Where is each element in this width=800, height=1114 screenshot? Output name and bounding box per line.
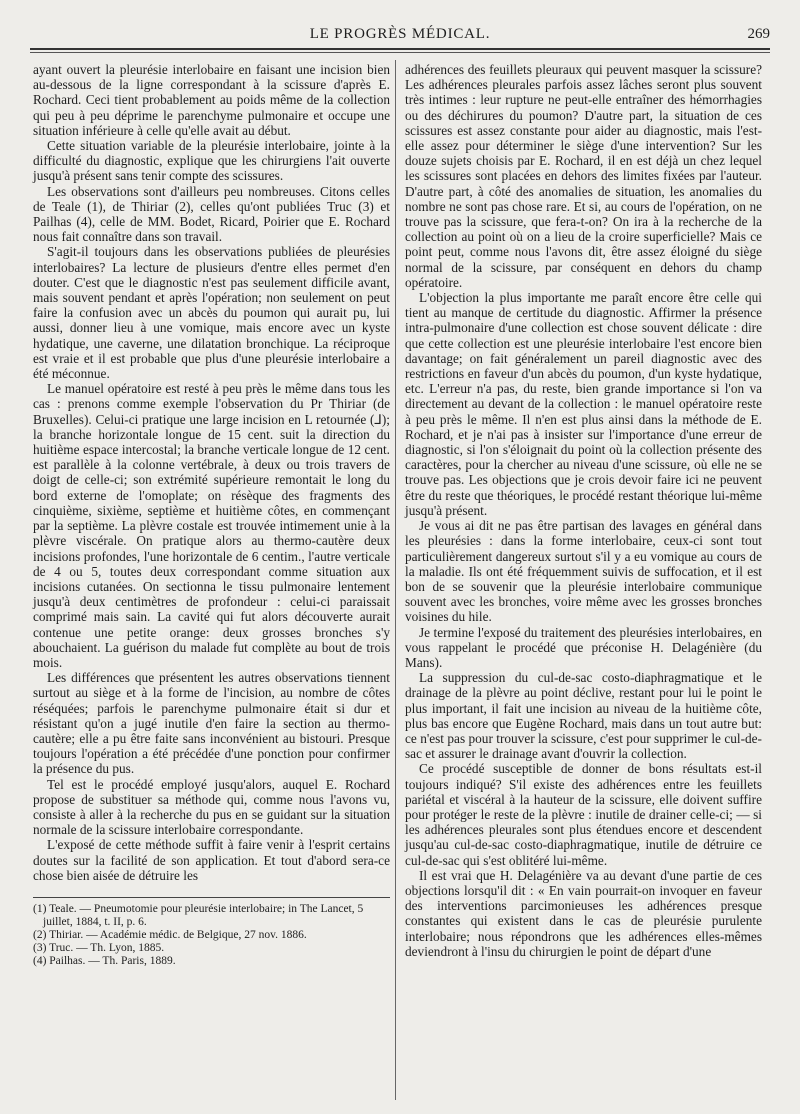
paragraph: La suppression du cul-de-sac costo-diaphragmatique et le drainage de la plèvre au point déclive, restant pour lui le point le plus important, il fait une incision au niveau de la huitième côte, plus bas encore que Eugène Rochard, mais dans un tout autre but: ce n'est pas pour trouver la scissure, c'est pour supprimer le cul-de-sac et assurer le drainage avant d'ouvrir la collection. <box>405 670 762 762</box>
footnote: (4) Pailhas. — Th. Paris, 1889. <box>33 954 176 967</box>
column-divider <box>395 60 396 1100</box>
paragraph: adhérences des feuillets pleuraux qui peuvent masquer la scissure? Les adhérences pleurales parfois assez lâches seront plus souvent très intimes : leur rupture ne peut-elle entraîner des hémorrhagies ou des déchirures du poumon? D'autre part, la situation de ces scissures est assez constante pour aider au diagnostic, mais l'est-elle assez pour déterminer le siège d'une intervention? Sur les douze sujets choisis par E. Rochard, il en est déjà un chez lequel les scissures sont placées en dehors des limites fixées par l'auteur. D'autre part, à côté des anomalies de situation, les anomalies du nombre ne sont pas chose rare. Et si, au cours de l'opération, on ne trouve pas la scissure, que fera-t-on? On ira à la recherche de la collection au point où on a lieu de la croire superficielle? Mais ce point peut, comme nous l'avons dit, être assez éloigné du siège normal de la scissure, par conséquent en dehors du champ opératoire. <box>405 62 762 290</box>
paragraph: Les différences que présentent les autres observations tiennent surtout au siège et à la forme de l'incision, au nombre de côtes réséquées; parfois le parenchyme pulmonaire était si dur et résistant qu'on a jugé inutile d'en faire la section au thermo-cautère; elle a pu être faite sans inconvénient au bistouri. Presque toujours l'opération a été précédée d'une ponction pour confirmer la présence du pus. <box>33 670 390 777</box>
footnote: (2) Thiriar. — Académie médic. de Belgique, 27 nov. 1886. <box>33 928 307 941</box>
paragraph: ayant ouvert la pleurésie interlobaire en faisant une incision bien au-dessous de la ligne correspondant à la scissure d'après E. Rochard. Ceci tient probablement au poids même de la collection qui peu à peu déprime le parenchyme pulmonaire et occupe une situation inférieure à celle qu'elle avait au début. <box>33 62 390 138</box>
paragraph: Tel est le procédé employé jusqu'alors, auquel E. Rochard propose de substituer sa méthode qui, comme nous l'avons vu, consiste à aller à la recherche du pus en se guidant sur la situation normale de la scissure interlobaire correspondante. <box>33 776 390 838</box>
paragraph: Le manuel opératoire est resté à peu près le même dans tous les cas : prenons comme exemple l'observation du Pr Thiriar (de Bruxelles). Celui-ci pratique une large incision en L retournée (⅃); la branche horizontale longue de 15 cent. suit la direction du huitième espace intercostal; la branche verticale longue de 12 cent. est parallèle à la colonne vertébrale, à deux ou trois travers de doigt de celle-ci; son extrémité supérieure remontait le long du bord externe de l'omoplate; on résèque des fragments des cinquième, sixième, septième et huitième côtes, en commençant par la septième. La plèvre costale est trouvée intimement unie à la plèvre viscérale. On pratique alors au thermo-cautère deux incisions profondes, l'une horizontale de 6 centim., l'autre verticale de 4 ou 5, toutes deux correspondant comme situation aux incisions cutanées. On sectionna le tissu pulmonaire lentement jusqu'à deux centimètres de profondeur : celui-ci paraissait comprimé mais sain. La cavité qui fut alors découverte aurait contenue une petite orange: deux grosses bronches s'y abouchaient. La guérison du malade fut complète au bout de trois mois. <box>33 381 390 670</box>
page-number: 269 <box>747 26 770 42</box>
paragraph: Je termine l'exposé du traitement des pleurésies interlobaires, en vous rappelant le procédé que préconise H. Delagénière (du Mans). <box>405 624 762 670</box>
paragraph: S'agit-il toujours dans les observations publiées de pleurésies interlobaires? La lecture de plusieurs d'entre elles permet d'en douter. C'est que le diagnostic n'est pas seulement difficile avant, mais souvent pendant et après l'opération; non seulement on peut faire la confusion avec un abcès du poumon qui aurait pu, lui aussi, donner lieu à une vomique, mais encore avec un kyste hydatique, une caverne, une dilatation bronchique. La réciproque est vraie et il est probable que plus d'une pleurésie interlobaire a été méconnue. <box>33 244 390 382</box>
paragraph: Ce procédé susceptible de donner de bons résultats est-il toujours indiqué? S'il existe des adhérences entre les feuillets pariétal et viscéral à la hauteur de la scissure, elle doivent suffire pour protéger le reste de la plèvre : inutile de drainer celle-ci; — si les adhérences pleurales sont plus étendues encore et descendent jusqu'au cul-de-sac costo-diaphragmatique, inutile de détruire ce cul-de-sac qui s'est oblitéré lui-même. <box>405 761 762 868</box>
running-title: LE PROGRÈS MÉDICAL. <box>309 26 491 42</box>
running-head <box>30 26 770 48</box>
paragraph: Je vous ai dit ne pas être partisan des lavages en général dans les pleurésies : dans la forme interlobaire, ceux-ci sont tout particulièrement dangereux surtout s'il y a eu vomique au cours de la maladie. Ils ont été fréquemment suivis de suffocation, et il est bon de se souvenir que la pleurésie interlobaire communique souvent avec les bronches, voire même avec les grosses bronches voisines du hile. <box>405 518 762 625</box>
footnote-rule <box>33 897 390 898</box>
paragraph: L'objection la plus importante me paraît encore être celle qui tient au manque de certitude du diagnostic. Affirmer la présence intra-pulmonaire d'une collection est chose souvent délicate : dire que cette collection est une pleurésie interlobaire l'est encore bien davantage; on fait généralement un pareil diagnostic avec des restrictions en faveur d'un abcès du poumon, d'un kyste hydatique, etc. L'erreur n'a pas, du reste, bien grande importance si l'on va directement au devant de la collection : le manuel opératoire reste à peu près le même. Il n'en est plus ainsi dans la méthode de E. Rochard, et je n'ai pas à insister sur l'importance d'une erreur de diagnostic, si l'on s'éloignait du point où la collection présente des caractères, pour la chercher au niveau d'une scissure, où elle ne se trouve pas. Les objections que je crois devoir faire ici ne peuvent être du reste que théoriques, le procédé restant théorique lui-même jusqu'à présent. <box>405 290 762 518</box>
footnotes <box>33 903 390 968</box>
paragraph: Les observations sont d'ailleurs peu nombreuses. Citons celles de Teale (1), de Thiriar (2), celles qu'ont publiées Truc (3) et Pailhas (4), celle de MM. Bodet, Ricard, Poirier que E. Rochard nous fait connaître dans son travail. <box>33 183 390 245</box>
right-column <box>405 62 762 959</box>
paragraph: Cette situation variable de la pleurésie interlobaire, jointe à la difficulté du diagnostic, explique que les chirurgiens l'ait ouverte jusqu'à présent sans tenir compte des scissures. <box>33 138 390 184</box>
footnote: (1) Teale. — Pneumotomie pour pleurésie interlobaire; in The Lancet, 5 juillet, 1884, t. II, p. 6. <box>33 902 364 928</box>
header-rule <box>30 48 770 53</box>
left-column <box>33 62 390 968</box>
footnote: (3) Truc. — Th. Lyon, 1885. <box>33 941 165 954</box>
paragraph: Il est vrai que H. Delagénière va au devant d'une partie de ces objections lorsqu'il dit : « En vain pourrait-on invoquer en faveur des interventions parcimonieuses les adhérences presque constantes qui existent dans le cas de pleurésie purulente interlobaire; nous répondrons que les adhérences elles-mêmes deviendront à l'insu du chirurgien le point de départ d'une <box>405 867 762 959</box>
paragraph: L'exposé de cette méthode suffit à faire venir à l'esprit certains doutes sur la facilité de son application. Et tout d'abord sera-ce chose bien aisée de détruire les <box>33 837 390 883</box>
